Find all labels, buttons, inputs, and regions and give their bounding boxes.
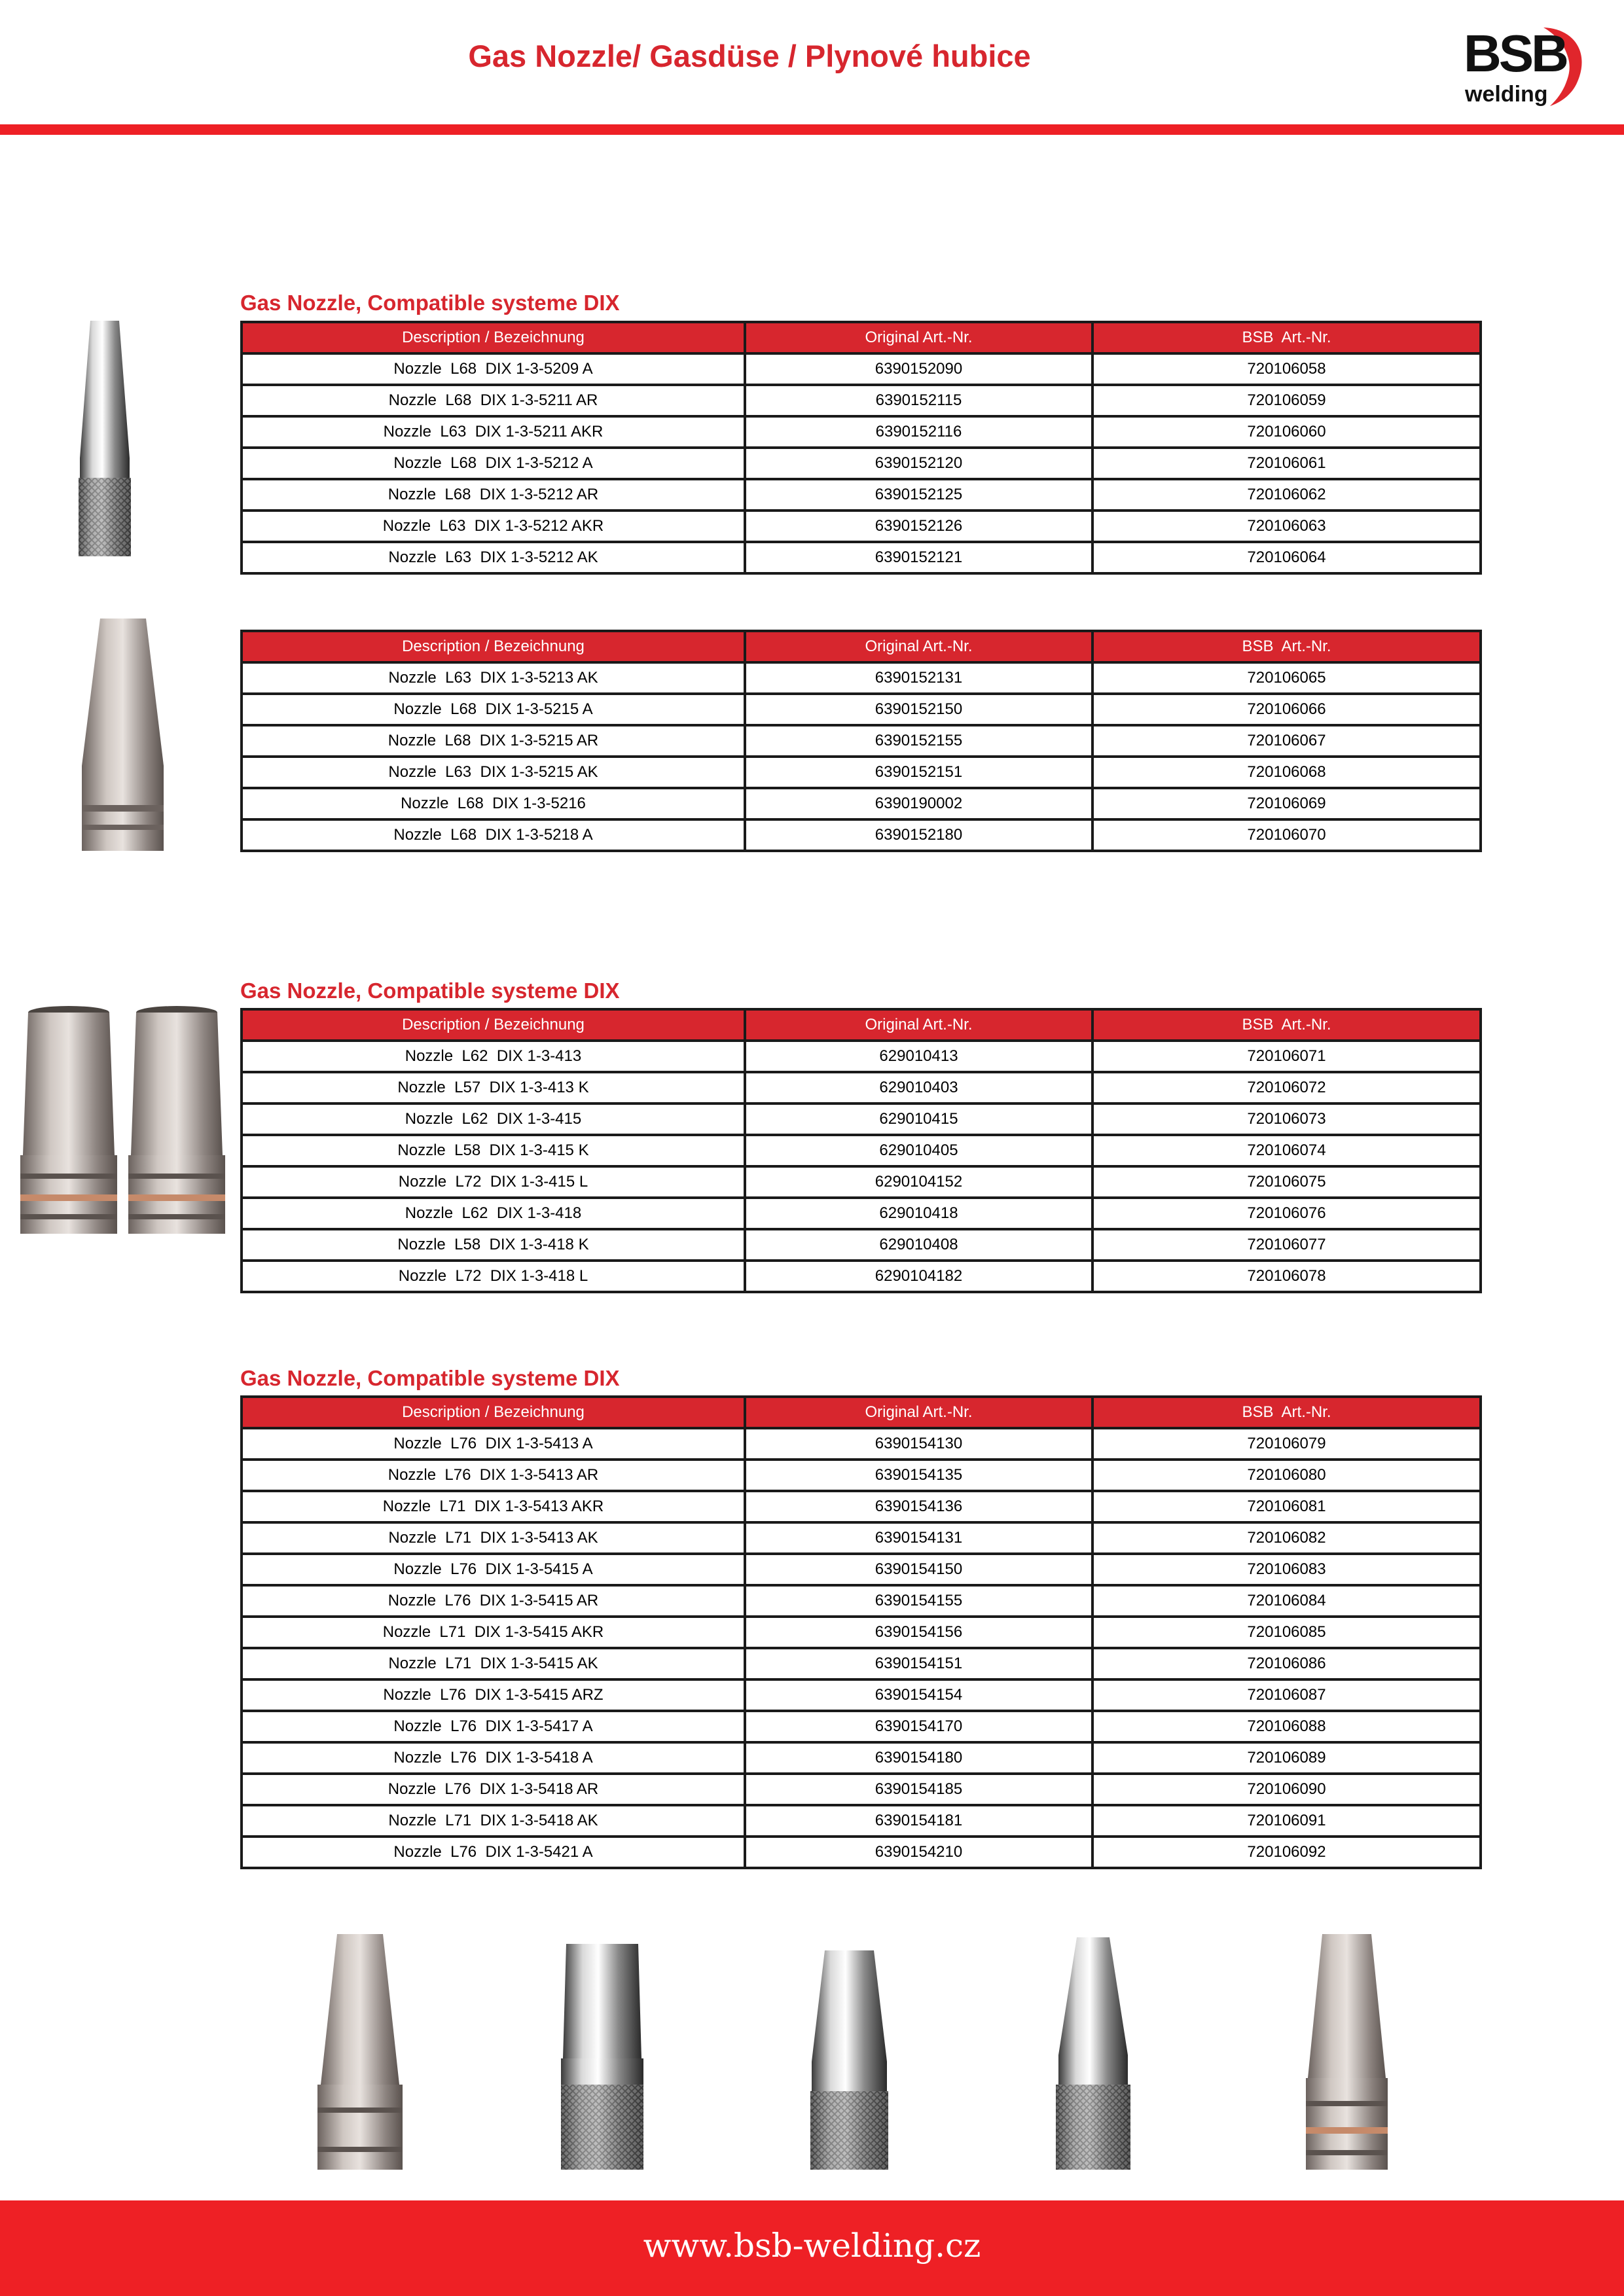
cell-description: Nozzle L71 DIX 1-3-5415 AKR [242, 1617, 745, 1648]
table-row [242, 788, 1481, 819]
cell-original-art-nr: 6390154155 [745, 1585, 1092, 1617]
cell-original-art-nr: 629010405 [745, 1135, 1092, 1166]
cell-description: Nozzle L62 DIX 1-3-413 [242, 1041, 745, 1072]
cell-bsb-art-nr: 720106069 [1092, 788, 1481, 819]
table-row [242, 1742, 1481, 1774]
cell-original-art-nr: 6390154210 [745, 1837, 1092, 1868]
cell-original-art-nr: 6390154135 [745, 1460, 1092, 1491]
cell-description: Nozzle L72 DIX 1-3-418 L [242, 1261, 745, 1292]
cell-bsb-art-nr: 720106059 [1092, 385, 1481, 416]
table-row [242, 757, 1481, 788]
table-row [242, 1774, 1481, 1805]
table-header-row [242, 1009, 1481, 1041]
column-header-bsb: BSB Art.-Nr. [1092, 322, 1481, 353]
table-row [242, 1711, 1481, 1742]
column-header-description: Description / Bezeichnung [242, 1009, 745, 1041]
logo-subtext: welding [1465, 82, 1548, 107]
nozzle-image-bottom-1 [311, 1931, 409, 2173]
cell-bsb-art-nr: 720106073 [1092, 1103, 1481, 1135]
table-row [242, 1648, 1481, 1679]
table-row [242, 1460, 1481, 1491]
cell-bsb-art-nr: 720106062 [1092, 479, 1481, 511]
cell-bsb-art-nr: 720106060 [1092, 416, 1481, 448]
cell-description: Nozzle L71 DIX 1-3-5418 AK [242, 1805, 745, 1837]
table-header-row [242, 631, 1481, 662]
table-row [242, 1428, 1481, 1460]
table-row [242, 1837, 1481, 1868]
cell-original-art-nr: 6390152155 [745, 725, 1092, 757]
cell-bsb-art-nr: 720106088 [1092, 1711, 1481, 1742]
cell-original-art-nr: 6390154180 [745, 1742, 1092, 1774]
nozzle-image-chrome-knurled [72, 317, 137, 560]
cell-original-art-nr: 6390154181 [745, 1805, 1092, 1837]
cell-description: Nozzle L68 DIX 1-3-5215 A [242, 694, 745, 725]
cell-description: Nozzle L63 DIX 1-3-5212 AKR [242, 511, 745, 542]
table-row [242, 1166, 1481, 1198]
nozzle-image-matte [75, 615, 173, 854]
nozzle-image-short-2 [124, 1005, 229, 1240]
cell-bsb-art-nr: 720106090 [1092, 1774, 1481, 1805]
cell-original-art-nr: 6390152116 [745, 416, 1092, 448]
table-row [242, 1261, 1481, 1292]
cell-original-art-nr: 6390154185 [745, 1774, 1092, 1805]
cell-bsb-art-nr: 720106091 [1092, 1805, 1481, 1837]
cell-description: Nozzle L68 DIX 1-3-5218 A [242, 819, 745, 851]
table-row [242, 1072, 1481, 1103]
cell-original-art-nr: 6390152150 [745, 694, 1092, 725]
cell-bsb-art-nr: 720106067 [1092, 725, 1481, 757]
table-row [242, 1679, 1481, 1711]
cell-original-art-nr: 629010415 [745, 1103, 1092, 1135]
cell-original-art-nr: 6390152180 [745, 819, 1092, 851]
cell-original-art-nr: 6390154131 [745, 1522, 1092, 1554]
cell-description: Nozzle L71 DIX 1-3-5413 AKR [242, 1491, 745, 1522]
cell-description: Nozzle L76 DIX 1-3-5418 AR [242, 1774, 745, 1805]
cell-bsb-art-nr: 720106065 [1092, 662, 1481, 694]
cell-original-art-nr: 6390154136 [745, 1491, 1092, 1522]
table-row [242, 542, 1481, 573]
cell-original-art-nr: 6390154151 [745, 1648, 1092, 1679]
table-row [242, 353, 1481, 385]
cell-description: Nozzle L58 DIX 1-3-415 K [242, 1135, 745, 1166]
cell-original-art-nr: 6390154156 [745, 1617, 1092, 1648]
cell-description: Nozzle L68 DIX 1-3-5209 A [242, 353, 745, 385]
cell-bsb-art-nr: 720106064 [1092, 542, 1481, 573]
cell-bsb-art-nr: 720106071 [1092, 1041, 1481, 1072]
cell-description: Nozzle L71 DIX 1-3-5415 AK [242, 1648, 745, 1679]
cell-bsb-art-nr: 720106092 [1092, 1837, 1481, 1868]
cell-original-art-nr: 6390152125 [745, 479, 1092, 511]
column-header-original: Original Art.-Nr. [745, 322, 1092, 353]
cell-original-art-nr: 629010413 [745, 1041, 1092, 1072]
cell-original-art-nr: 6390152115 [745, 385, 1092, 416]
column-header-description: Description / Bezeichnung [242, 322, 745, 353]
cell-original-art-nr: 6390154150 [745, 1554, 1092, 1585]
table-row [242, 479, 1481, 511]
logo-text: BSB [1464, 24, 1566, 82]
parts-table-1 [240, 321, 1482, 575]
cell-description: Nozzle L76 DIX 1-3-5415 A [242, 1554, 745, 1585]
cell-original-art-nr: 6390152131 [745, 662, 1092, 694]
table-row [242, 694, 1481, 725]
cell-description: Nozzle L62 DIX 1-3-415 [242, 1103, 745, 1135]
cell-description: Nozzle L71 DIX 1-3-5413 AK [242, 1522, 745, 1554]
cell-bsb-art-nr: 720106074 [1092, 1135, 1481, 1166]
table-row [242, 1198, 1481, 1229]
cell-description: Nozzle L68 DIX 1-3-5215 AR [242, 725, 745, 757]
cell-bsb-art-nr: 720106058 [1092, 353, 1481, 385]
nozzle-image-bottom-3 [805, 1947, 893, 2173]
cell-description: Nozzle L63 DIX 1-3-5211 AKR [242, 416, 745, 448]
nozzle-image-bottom-4 [1051, 1934, 1136, 2173]
cell-description: Nozzle L62 DIX 1-3-418 [242, 1198, 745, 1229]
header-rule [0, 124, 1624, 135]
cell-original-art-nr: 6390190002 [745, 788, 1092, 819]
table-row [242, 416, 1481, 448]
cell-original-art-nr: 629010408 [745, 1229, 1092, 1261]
column-header-bsb: BSB Art.-Nr. [1092, 1009, 1481, 1041]
cell-description: Nozzle L76 DIX 1-3-5413 AR [242, 1460, 745, 1491]
nozzle-image-bottom-5 [1299, 1931, 1394, 2173]
section-title-3: Gas Nozzle, Compatible systeme DIX [240, 978, 620, 1003]
table-row [242, 511, 1481, 542]
table-row [242, 819, 1481, 851]
column-header-original: Original Art.-Nr. [745, 1009, 1092, 1041]
parts-table-3 [240, 1008, 1482, 1293]
cell-original-art-nr: 6390152151 [745, 757, 1092, 788]
table-row [242, 1617, 1481, 1648]
cell-description: Nozzle L68 DIX 1-3-5212 A [242, 448, 745, 479]
cell-bsb-art-nr: 720106063 [1092, 511, 1481, 542]
table-row [242, 385, 1481, 416]
table-row [242, 1805, 1481, 1837]
cell-bsb-art-nr: 720106070 [1092, 819, 1481, 851]
cell-description: Nozzle L58 DIX 1-3-418 K [242, 1229, 745, 1261]
cell-description: Nozzle L68 DIX 1-3-5212 AR [242, 479, 745, 511]
cell-bsb-art-nr: 720106081 [1092, 1491, 1481, 1522]
nozzle-image-bottom-2 [553, 1941, 651, 2173]
cell-bsb-art-nr: 720106082 [1092, 1522, 1481, 1554]
table-row [242, 1554, 1481, 1585]
cell-bsb-art-nr: 720106066 [1092, 694, 1481, 725]
section-title-1: Gas Nozzle, Compatible systeme DIX [240, 291, 620, 315]
table-row [242, 448, 1481, 479]
cell-bsb-art-nr: 720106083 [1092, 1554, 1481, 1585]
column-header-original: Original Art.-Nr. [745, 1397, 1092, 1428]
cell-description: Nozzle L68 DIX 1-3-5211 AR [242, 385, 745, 416]
cell-description: Nozzle L76 DIX 1-3-5421 A [242, 1837, 745, 1868]
cell-bsb-art-nr: 720106089 [1092, 1742, 1481, 1774]
table-row [242, 1491, 1481, 1522]
cell-original-art-nr: 6390154154 [745, 1679, 1092, 1711]
cell-description: Nozzle L72 DIX 1-3-415 L [242, 1166, 745, 1198]
cell-bsb-art-nr: 720106080 [1092, 1460, 1481, 1491]
table-header-row [242, 322, 1481, 353]
cell-original-art-nr: 6290104152 [745, 1166, 1092, 1198]
table-header-row [242, 1397, 1481, 1428]
cell-description: Nozzle L63 DIX 1-3-5215 AK [242, 757, 745, 788]
table-row [242, 1041, 1481, 1072]
cell-description: Nozzle L57 DIX 1-3-413 K [242, 1072, 745, 1103]
cell-original-art-nr: 6390154130 [745, 1428, 1092, 1460]
cell-original-art-nr: 629010403 [745, 1072, 1092, 1103]
cell-bsb-art-nr: 720106076 [1092, 1198, 1481, 1229]
cell-bsb-art-nr: 720106079 [1092, 1428, 1481, 1460]
cell-original-art-nr: 6390152126 [745, 511, 1092, 542]
cell-description: Nozzle L76 DIX 1-3-5415 ARZ [242, 1679, 745, 1711]
cell-bsb-art-nr: 720106075 [1092, 1166, 1481, 1198]
section-title-4: Gas Nozzle, Compatible systeme DIX [240, 1366, 620, 1390]
cell-description: Nozzle L76 DIX 1-3-5417 A [242, 1711, 745, 1742]
cell-bsb-art-nr: 720106078 [1092, 1261, 1481, 1292]
nozzle-image-short-1 [16, 1005, 121, 1240]
cell-original-art-nr: 6390152120 [745, 448, 1092, 479]
parts-table-4 [240, 1395, 1482, 1869]
table-row [242, 662, 1481, 694]
cell-original-art-nr: 6390154170 [745, 1711, 1092, 1742]
cell-original-art-nr: 629010418 [745, 1198, 1092, 1229]
cell-bsb-art-nr: 720106077 [1092, 1229, 1481, 1261]
table-row [242, 1585, 1481, 1617]
cell-description: Nozzle L63 DIX 1-3-5212 AK [242, 542, 745, 573]
cell-description: Nozzle L76 DIX 1-3-5415 AR [242, 1585, 745, 1617]
cell-bsb-art-nr: 720106061 [1092, 448, 1481, 479]
table-row [242, 1229, 1481, 1261]
cell-bsb-art-nr: 720106086 [1092, 1648, 1481, 1679]
column-header-description: Description / Bezeichnung [242, 631, 745, 662]
bsb-logo [1458, 20, 1589, 111]
cell-description: Nozzle L76 DIX 1-3-5418 A [242, 1742, 745, 1774]
cell-description: Nozzle L63 DIX 1-3-5213 AK [242, 662, 745, 694]
table-row [242, 725, 1481, 757]
page-title: Gas Nozzle/ Gasdüse / Plynové hubice [468, 39, 1031, 73]
column-header-description: Description / Bezeichnung [242, 1397, 745, 1428]
cell-description: Nozzle L76 DIX 1-3-5413 A [242, 1428, 745, 1460]
column-header-bsb: BSB Art.-Nr. [1092, 631, 1481, 662]
column-header-bsb: BSB Art.-Nr. [1092, 1397, 1481, 1428]
footer-band [0, 2200, 1624, 2296]
cell-bsb-art-nr: 720106087 [1092, 1679, 1481, 1711]
cell-bsb-art-nr: 720106084 [1092, 1585, 1481, 1617]
table-row [242, 1522, 1481, 1554]
table-row [242, 1135, 1481, 1166]
cell-bsb-art-nr: 720106072 [1092, 1072, 1481, 1103]
cell-original-art-nr: 6390152121 [745, 542, 1092, 573]
cell-original-art-nr: 6290104182 [745, 1261, 1092, 1292]
cell-description: Nozzle L68 DIX 1-3-5216 [242, 788, 745, 819]
cell-original-art-nr: 6390152090 [745, 353, 1092, 385]
parts-table-2 [240, 630, 1482, 852]
cell-bsb-art-nr: 720106068 [1092, 757, 1481, 788]
cell-bsb-art-nr: 720106085 [1092, 1617, 1481, 1648]
column-header-original: Original Art.-Nr. [745, 631, 1092, 662]
table-row [242, 1103, 1481, 1135]
footer-url: www.bsb-welding.cz [643, 2227, 981, 2265]
